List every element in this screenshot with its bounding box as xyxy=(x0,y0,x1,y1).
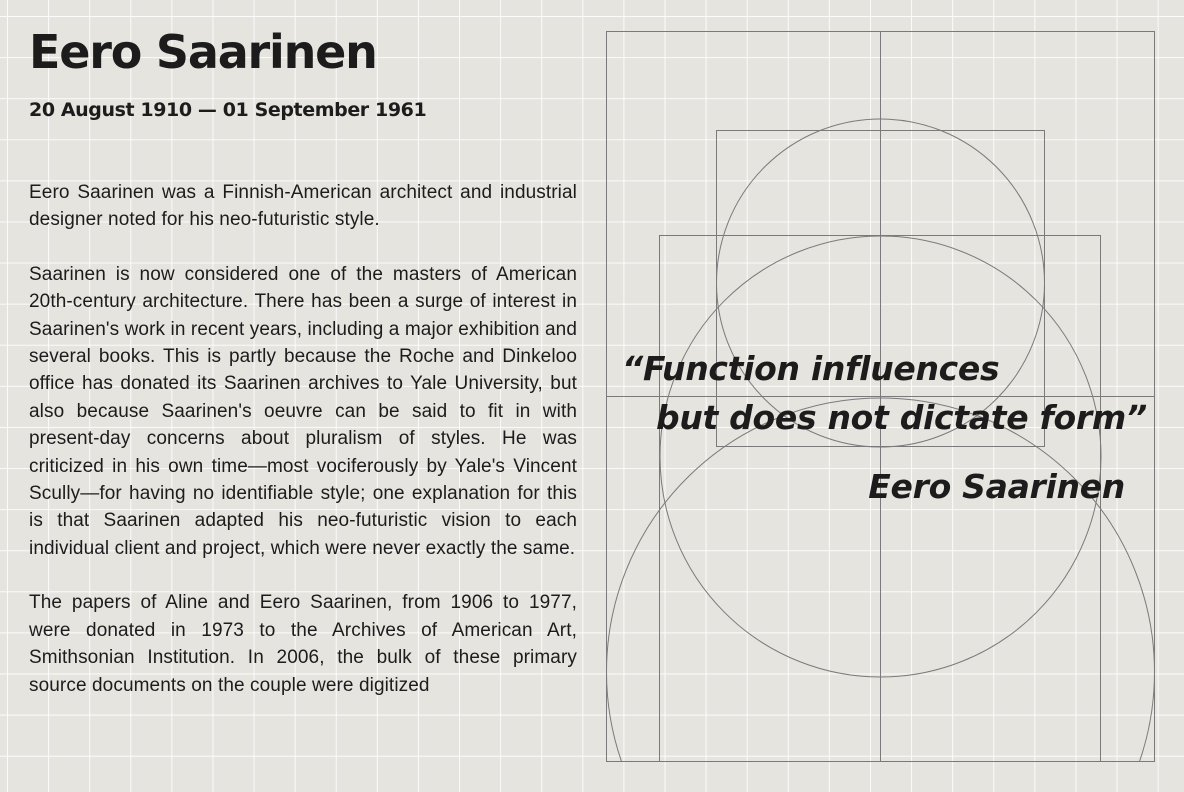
paragraph-archives: The papers of Aline and Eero Saarinen, from 1906 to 1977, were donated in 1973 to the Archives of American Art, Smithsonian Institution. In 2006, the bulk of these primary source documents on the couple were digitized xyxy=(29,592,577,696)
quote-line-1: “Function influences xyxy=(622,349,1000,388)
paragraph-intro: Eero Saarinen was a Finnish-American architect and industrial designer noted for his neo-futuristic style. xyxy=(29,182,577,231)
quote-line-2: but does not dictate form” xyxy=(656,398,1147,437)
quote xyxy=(622,344,1147,442)
quote-author: Eero Saarinen xyxy=(868,467,1125,506)
life-dates: 20 August 1910 — 01 September 1961 xyxy=(29,99,427,121)
page-title: Eero Saarinen xyxy=(29,25,377,79)
paragraph-legacy: Saarinen is now considered one of the masters of American 20th-century architecture. There has been a surge of interest in Saarinen's work in recent years, including a major exhibition and several books. This is partly because the Roche and Dinkeloo office has donated its Saarinen archives to Yale University, but also because Saarinen's oeuvre can be said to fit in with present-day concerns about pluralism of styles. He was criticized in his own time—most vociferously by Yale's Vincent Scully—for having no identifiable style; one explanation for this is that Saarinen adapted his neo-futuristic vision to each individual client and project, which were never exactly the same. xyxy=(29,263,577,559)
